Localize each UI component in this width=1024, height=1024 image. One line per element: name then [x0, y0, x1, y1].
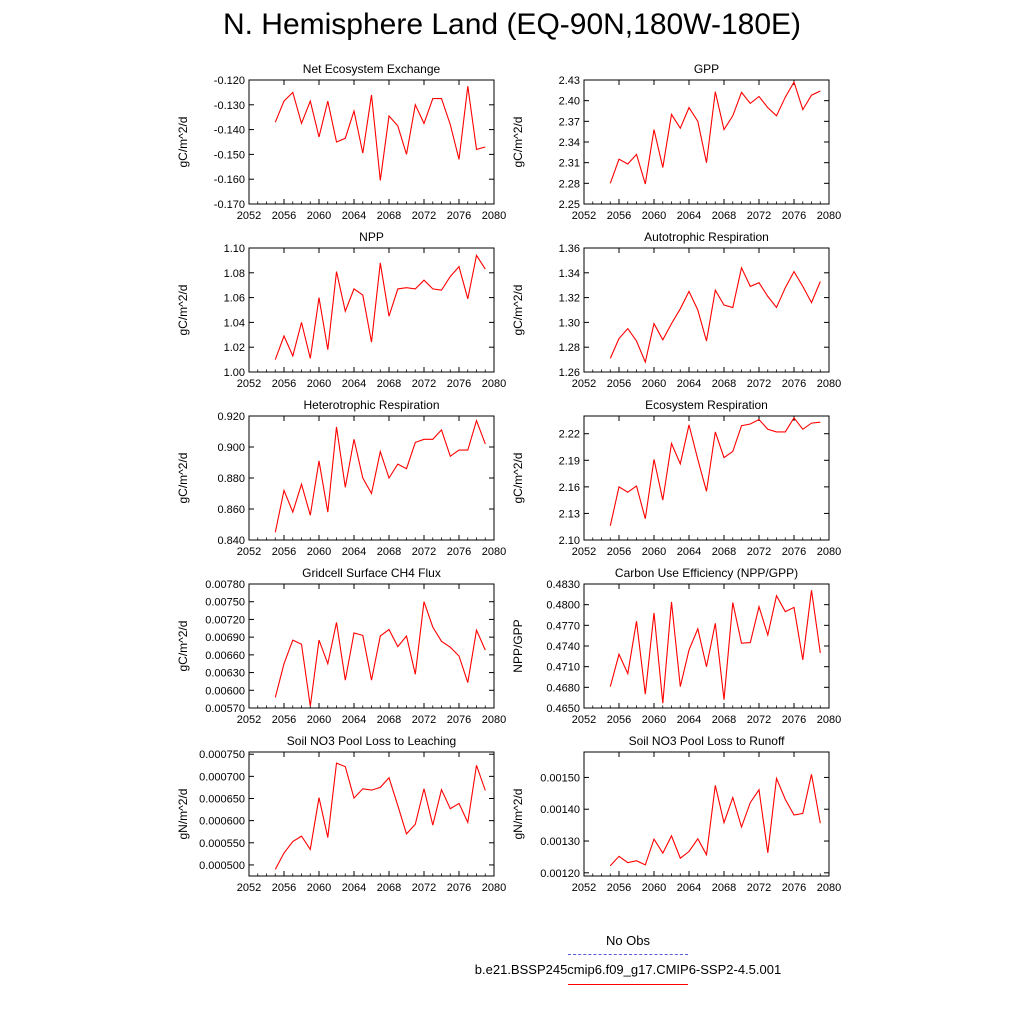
y-tick-label: 0.000550: [199, 837, 245, 850]
x-tick-label: 2076: [446, 210, 472, 222]
series-line: [275, 763, 485, 869]
series-line: [275, 602, 485, 707]
y-axis-label: gC/m^2/d: [511, 284, 525, 336]
panel-title: Soil NO3 Pool Loss to Leaching: [286, 734, 457, 748]
x-tick-label: 2068: [376, 546, 402, 558]
y-tick-label: -0.160: [213, 174, 245, 187]
y-tick-label: -0.140: [213, 124, 245, 137]
plot-frame: [249, 584, 494, 708]
x-tick-label: 2072: [746, 210, 772, 222]
y-tick-label: 0.4710: [546, 661, 580, 674]
y-tick-label: 0.920: [217, 411, 245, 423]
y-axis-label: gC/m^2/d: [176, 116, 190, 168]
x-tick-label: 2052: [571, 714, 597, 726]
y-axis-label: gN/m^2/d: [176, 788, 190, 840]
panel-10: [511, 734, 841, 894]
x-tick-label: 2076: [446, 378, 472, 390]
y-tick-label: 0.00150: [540, 772, 580, 785]
y-tick-label: 0.00120: [540, 867, 580, 880]
x-tick-label: 2064: [676, 378, 702, 390]
y-tick-label: 2.16: [558, 481, 580, 494]
series-line: [275, 255, 485, 359]
panel-8: [511, 566, 841, 726]
panel-2: [511, 62, 841, 222]
y-tick-label: 0.00130: [540, 836, 580, 849]
series-line: [610, 82, 820, 184]
x-tick-label: 2076: [446, 546, 472, 558]
y-tick-label: 0.000600: [199, 815, 245, 828]
panel-4: [511, 230, 841, 390]
y-tick-label: 0.00750: [205, 596, 245, 609]
y-tick-label: 1.08: [223, 267, 245, 280]
y-tick-label: 2.43: [558, 75, 580, 87]
legend-run-label: b.e21.BSSP245cmip6.f09_g17.CMIP6-SSP2-4.5.001: [474, 962, 782, 977]
panel-title: Gridcell Surface CH4 Flux: [302, 566, 441, 580]
panel-6: [511, 398, 841, 558]
x-tick-label: 2076: [781, 210, 807, 222]
panel-3: [176, 230, 506, 390]
y-axis-label: gC/m^2/d: [176, 452, 190, 504]
y-tick-label: 0.900: [217, 442, 245, 454]
y-tick-label: 0.000700: [199, 771, 245, 784]
x-tick-label: 2068: [376, 882, 402, 894]
x-tick-label: 2072: [746, 378, 772, 390]
x-tick-label: 2056: [606, 882, 632, 894]
x-tick-label: 2052: [236, 714, 262, 726]
x-tick-label: 2068: [376, 378, 402, 390]
y-tick-label: 0.00140: [540, 804, 580, 817]
x-tick-label: 2056: [606, 714, 632, 726]
x-tick-label: 2060: [641, 546, 667, 558]
panel-title: Net Ecosystem Exchange: [302, 62, 441, 76]
x-tick-label: 2060: [306, 210, 332, 222]
y-tick-label: 0.00570: [205, 703, 245, 715]
x-tick-label: 2060: [306, 714, 332, 726]
y-tick-label: 0.00660: [205, 649, 245, 662]
x-tick-label: 2064: [341, 714, 367, 726]
plot-frame: [584, 248, 829, 372]
x-tick-label: 2076: [446, 714, 472, 726]
y-tick-label: -0.130: [213, 99, 245, 112]
series-line: [610, 268, 820, 362]
x-tick-label: 2080: [816, 714, 842, 726]
y-axis-label: NPP/GPP: [511, 619, 525, 673]
x-tick-label: 2060: [641, 210, 667, 222]
figure-title: N. Hemisphere Land (EQ-90N,180W-180E): [222, 8, 802, 41]
x-tick-label: 2068: [376, 210, 402, 222]
panel-title: NPP: [359, 230, 384, 244]
x-tick-label: 2076: [781, 378, 807, 390]
panel-title: Soil NO3 Pool Loss to Runoff: [628, 734, 785, 748]
y-tick-label: 1.36: [558, 243, 580, 255]
y-tick-label: 2.28: [558, 178, 580, 191]
y-tick-label: 1.04: [223, 317, 245, 330]
y-tick-label: 1.02: [223, 342, 245, 355]
series-line: [275, 86, 485, 180]
y-tick-label: 1.32: [558, 292, 580, 305]
series-line: [610, 774, 820, 866]
x-tick-label: 2076: [781, 714, 807, 726]
x-tick-label: 2072: [746, 714, 772, 726]
panel-1: [176, 62, 506, 222]
x-tick-label: 2060: [641, 882, 667, 894]
y-tick-label: 2.25: [558, 199, 580, 211]
series-line: [610, 418, 820, 526]
x-tick-label: 2064: [676, 882, 702, 894]
y-tick-label: 0.4830: [546, 579, 580, 591]
panel-5: [176, 398, 506, 558]
y-tick-label: 0.860: [217, 504, 245, 516]
y-axis-label: gC/m^2/d: [176, 620, 190, 672]
panel-title: Carbon Use Efficiency (NPP/GPP): [614, 566, 799, 580]
y-tick-label: 0.00690: [205, 632, 245, 645]
x-tick-label: 2076: [781, 882, 807, 894]
x-tick-label: 2052: [236, 210, 262, 222]
x-tick-label: 2068: [376, 714, 402, 726]
y-tick-label: 1.34: [558, 267, 580, 280]
series-line: [275, 421, 485, 533]
plot-frame: [249, 248, 494, 372]
y-tick-label: 2.40: [558, 95, 580, 108]
y-tick-label: 2.13: [558, 508, 580, 521]
y-tick-label: 0.4740: [546, 641, 580, 653]
x-tick-label: 2056: [271, 378, 297, 390]
y-tick-label: 2.10: [558, 535, 580, 547]
y-tick-label: 0.4770: [546, 620, 580, 633]
plot-frame: [249, 416, 494, 540]
x-tick-label: 2056: [606, 210, 632, 222]
x-tick-label: 2072: [746, 546, 772, 558]
y-axis-label: gC/m^2/d: [511, 116, 525, 168]
x-tick-label: 2072: [746, 882, 772, 894]
x-tick-label: 2080: [816, 210, 842, 222]
x-tick-label: 2060: [641, 714, 667, 726]
y-tick-label: 0.000500: [199, 859, 245, 872]
plot-frame: [584, 584, 829, 708]
panel-title: GPP: [693, 62, 720, 76]
x-tick-label: 2052: [571, 210, 597, 222]
x-tick-label: 2060: [306, 882, 332, 894]
x-tick-label: 2080: [816, 378, 842, 390]
x-tick-label: 2056: [606, 546, 632, 558]
x-tick-label: 2080: [481, 378, 507, 390]
y-tick-label: 0.000750: [199, 749, 245, 762]
x-tick-label: 2068: [711, 378, 737, 390]
y-tick-label: 0.4800: [546, 599, 580, 612]
y-tick-label: 2.31: [558, 157, 580, 170]
x-tick-label: 2052: [571, 882, 597, 894]
y-tick-label: 2.37: [558, 116, 580, 129]
y-tick-label: 0.00780: [205, 579, 245, 591]
y-tick-label: 1.06: [223, 292, 245, 305]
x-tick-label: 2060: [306, 546, 332, 558]
y-tick-label: 0.840: [217, 535, 245, 547]
y-tick-label: 0.00630: [205, 667, 245, 680]
x-tick-label: 2068: [711, 210, 737, 222]
y-tick-label: 2.19: [558, 455, 580, 468]
x-tick-label: 2060: [641, 378, 667, 390]
x-tick-label: 2052: [571, 546, 597, 558]
x-tick-label: 2072: [411, 882, 437, 894]
plot-frame: [249, 752, 494, 876]
y-tick-label: 0.00720: [205, 614, 245, 627]
x-tick-label: 2080: [481, 714, 507, 726]
panel-7: [176, 566, 506, 726]
x-tick-label: 2052: [236, 882, 262, 894]
y-tick-label: 1.28: [558, 342, 580, 355]
x-tick-label: 2064: [341, 882, 367, 894]
panel-title: Ecosystem Respiration: [645, 398, 768, 412]
y-axis-label: gN/m^2/d: [511, 788, 525, 840]
x-tick-label: 2080: [816, 546, 842, 558]
x-tick-label: 2076: [446, 882, 472, 894]
y-tick-label: 0.4680: [546, 682, 580, 695]
x-tick-label: 2052: [571, 378, 597, 390]
legend-obs-swatch: [568, 954, 688, 955]
panel-title: Heterotrophic Respiration: [303, 398, 440, 412]
x-tick-label: 2072: [411, 210, 437, 222]
x-tick-label: 2064: [341, 378, 367, 390]
y-tick-label: 2.34: [558, 137, 580, 149]
y-axis-label: gC/m^2/d: [176, 284, 190, 336]
x-tick-label: 2064: [341, 210, 367, 222]
x-tick-label: 2060: [306, 378, 332, 390]
y-tick-label: 1.30: [558, 317, 580, 330]
y-tick-label: 0.00600: [205, 685, 245, 698]
y-tick-label: -0.170: [213, 199, 245, 211]
x-tick-label: 2068: [711, 882, 737, 894]
x-tick-label: 2064: [676, 546, 702, 558]
panel-9: [176, 734, 506, 894]
x-tick-label: 2064: [676, 210, 702, 222]
legend-obs-label: No Obs: [605, 933, 651, 948]
y-tick-label: -0.120: [213, 75, 245, 87]
series-line: [610, 590, 820, 703]
panel-title: Autotrophic Respiration: [644, 230, 769, 244]
legend-run-swatch: [568, 984, 688, 985]
x-tick-label: 2080: [481, 882, 507, 894]
y-tick-label: 1.00: [223, 367, 245, 379]
x-tick-label: 2056: [271, 714, 297, 726]
plot-frame: [584, 80, 829, 204]
x-tick-label: 2056: [606, 378, 632, 390]
x-tick-label: 2076: [781, 546, 807, 558]
plot-frame: [584, 416, 829, 540]
x-tick-label: 2080: [481, 210, 507, 222]
y-tick-label: 0.000650: [199, 793, 245, 806]
y-tick-label: 2.22: [558, 428, 580, 441]
x-tick-label: 2064: [676, 714, 702, 726]
x-tick-label: 2056: [271, 882, 297, 894]
y-axis-label: gC/m^2/d: [511, 452, 525, 504]
x-tick-label: 2080: [816, 882, 842, 894]
y-tick-label: -0.150: [213, 149, 245, 162]
x-tick-label: 2056: [271, 546, 297, 558]
y-tick-label: 1.10: [223, 243, 245, 255]
x-tick-label: 2080: [481, 546, 507, 558]
x-tick-label: 2068: [711, 546, 737, 558]
x-tick-label: 2072: [411, 378, 437, 390]
x-tick-label: 2064: [341, 546, 367, 558]
x-tick-label: 2052: [236, 378, 262, 390]
x-tick-label: 2072: [411, 714, 437, 726]
y-tick-label: 0.880: [217, 473, 245, 485]
y-tick-label: 1.26: [558, 367, 580, 379]
x-tick-label: 2052: [236, 546, 262, 558]
x-tick-label: 2072: [411, 546, 437, 558]
y-tick-label: 0.4650: [546, 703, 580, 715]
x-tick-label: 2056: [271, 210, 297, 222]
x-tick-label: 2068: [711, 714, 737, 726]
